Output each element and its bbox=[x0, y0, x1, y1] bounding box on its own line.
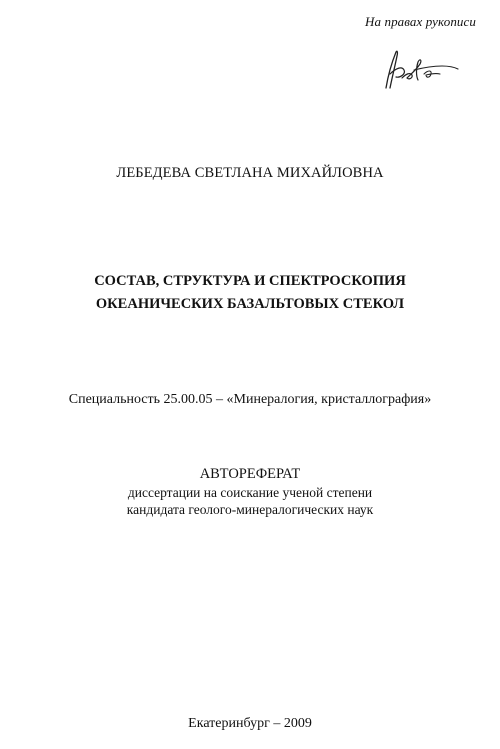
manuscript-note: На правах рукописи bbox=[365, 14, 476, 29]
specialty-line: Специальность 25.00.05 – «Минералогия, кристаллография» bbox=[68, 392, 432, 407]
title-line: ОКЕАНИЧЕСКИХ БАЗАЛЬТОВЫХ СТЕКОЛ bbox=[95, 296, 405, 312]
abstract-block bbox=[0, 465, 500, 518]
handwritten-signature-icon bbox=[376, 44, 462, 94]
abstract-line: диссертации на соискание ученой степени bbox=[127, 485, 373, 500]
dissertation-title bbox=[0, 270, 500, 316]
abstract-line: кандидата геолого-минералогических наук bbox=[126, 502, 374, 517]
title-line: СОСТАВ, СТРУКТУРА И СПЕКТРОСКОПИЯ bbox=[94, 273, 406, 289]
author-name: ЛЕБЕДЕВА СВЕТЛАНА МИХАЙЛОВНА bbox=[116, 165, 384, 181]
city-year: Екатеринбург – 2009 bbox=[188, 716, 312, 731]
abstract-heading: АВТОРЕФЕРАТ bbox=[199, 466, 301, 482]
